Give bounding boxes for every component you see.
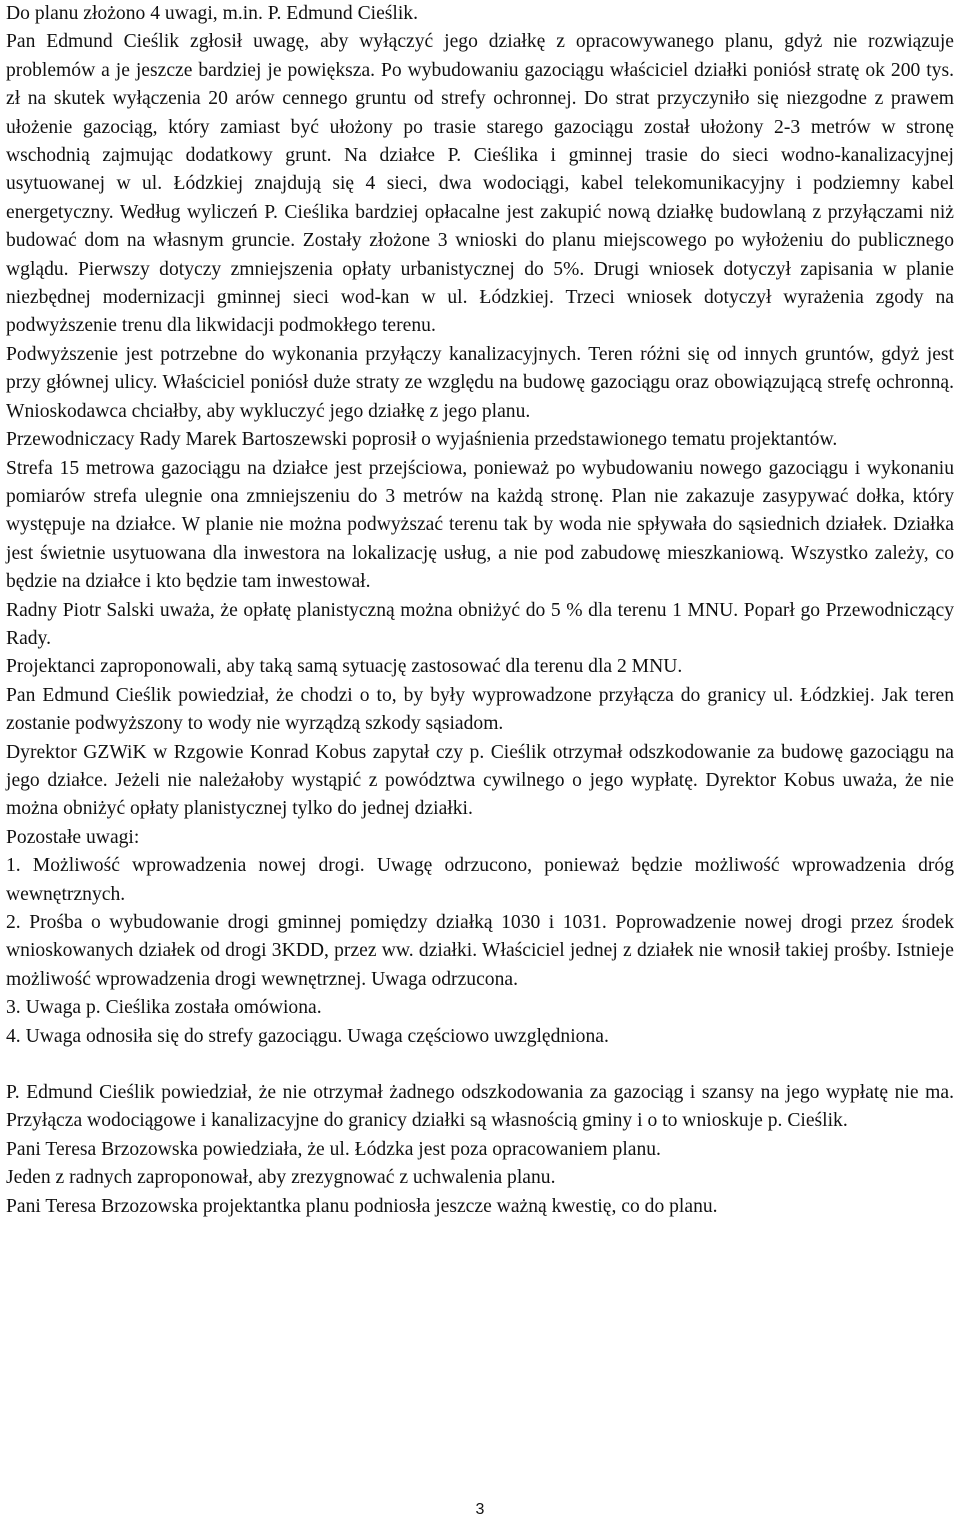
paragraph: Pani Teresa Brzozowska powiedziała, że ul. Łódzka jest poza opracowaniem planu. (6, 1138, 661, 1160)
paragraph: Podwyższenie jest potrzebne do wykonania przyłączy kanalizacyjnych. Teren różni się od innych gruntów, gdyż jest przy głównej ulicy. Właściciel poniósł duże straty ze względu na budowę gazociągu oraz obowiązującą strefę ochronną. Wnioskodawca chciałby, aby wykluczyć jego działkę z jego planu. (6, 343, 954, 422)
document-body-part-1 (6, 0, 954, 1051)
blank-line (6, 1051, 954, 1079)
paragraph: Dyrektor GZWiK w Rzgowie Konrad Kobus zapytał czy p. Cieślik otrzymał odszkodowanie za budowę gazociągu na jego działce. Jeżeli nie należałoby wystąpić z powództwa cywilnego o jego wypłatę. Dyrektor Kobus uważa, że nie można obniżyć opłaty planistycznej tylko do jednej działki. (6, 741, 954, 820)
paragraph: Pan Edmund Cieślik zgłosił uwagę, aby wyłączyć jego działkę z opracowywanego planu, gdyż nie rozwiązuje problemów a je jeszcze bardziej je powiększa. Po wybudowaniu gazociągu właściciel działki poniósł stratę ok 200 tys. zł na skutek wyłączenia 20 arów cennego gruntu od strefy ochronnej. Do strat przyczyniło się niezgodne z prawem ułożenie gazociąg, który zamiast być ułożony po trasie starego gazociągu został ułożony 2-3 metrów w stronę wschodnią zajmując dodatkowy grunt. Na działce P. Cieślika i gminnej trasie do sieci wodno-kanalizacyjnej usytuowanej w ul. Łódzkiej znajdują się 4 sieci, dwa wodociągi, kabel telekomunikacyjny i podziemny kabel energetyczny. Według wyliczeń P. Cieślika bardziej opłacalne jest zakupić nową działkę budowlaną z przyłączami niż budować dom na własnym gruncie. Zostały złożone 3 wnioski do planu miejscowego po wyłożeniu do publicznego wglądu. Pierwszy dotyczy zmniejszenia opłaty urbanistycznej do 5%. Drugi wniosek dotyczył zapisania w planie niezbędnej modernizacji gminnej sieci wod-kan w ul. Łódzkiej. Trzeci wniosek dotyczył wyrażenia zgody na podwyższenie trenu dla likwidacji podmokłego terenu. (6, 31, 954, 337)
paragraph: Przewodniczacy Rady Marek Bartoszewski poprosił o wyjaśnienia przedstawionego tematu projektantów. (6, 429, 838, 451)
page-number: 3 (475, 1501, 485, 1518)
paragraph: Strefa 15 metrowa gazociągu na działce jest przejściowa, ponieważ po wybudowaniu nowego gazociągu i wykonaniu pomiarów strefa ulegnie ona zmniejszeniu do 3 metrów na każdą stronę. Plan nie zakazuje zasypywać dołka, który występuje na działce. W planie nie można podwyższać terenu tak by woda nie spływała do sąsiednich działek. Działka jest świetnie usytuowana dla inwestora na lokalizację usług, a nie pod zabudowę mieszkaniową. Wszystko zależy, co będzie na działce i kto będzie tam inwestował. (6, 457, 954, 593)
list-item: 4. Uwaga odnosiła się do strefy gazociągu. Uwaga częściowo uwzględniona. (6, 1025, 609, 1047)
section-heading: Pozostałe uwagi: (6, 826, 140, 848)
document-page (6, 0, 954, 1221)
paragraph: P. Edmund Cieślik powiedział, że nie otrzymał żadnego odszkodowania za gazociąg i szansy na jego wypłatę nie ma. Przyłącza wodociągowe i kanalizacyjne do granicy działki są własnością gminy i o to wnioskuje p. Cieślik. (6, 1082, 954, 1132)
paragraph: Radny Piotr Salski uważa, że opłatę planistyczną można obniżyć do 5 % dla terenu 1 MNU. Poparł go Przewodniczący Rady. (6, 599, 954, 649)
list-item: 3. Uwaga p. Cieślika została omówiona. (6, 997, 322, 1019)
list-item: 2. Prośba o wybudowanie drogi gminnej pomiędzy działką 1030 i 1031. Poprowadzenie nowej drogi przez środek wnioskowanych działek od drogi 3KDD, przez ww. działki. Właściciel jednej z działek nie wnosił takiej prośby. Istnieje możliwość wprowadzenia drogi wewnętrznej. Uwaga odrzucona. (6, 912, 954, 990)
paragraph: Do planu złożono 4 uwagi, m.in. P. Edmund Cieślik. (6, 3, 418, 24)
paragraph: Projektanci zaproponowali, aby taką samą sytuację zastosować dla terenu dla 2 MNU. (6, 656, 683, 678)
document-body-part-2 (6, 1079, 954, 1221)
list-item: 1. Możliwość wprowadzenia nowej drogi. Uwagę odrzucono, ponieważ będzie możliwość wprowadzenia dróg wewnętrznych. (6, 855, 954, 905)
paragraph: Pan Edmund Cieślik powiedział, że chodzi o to, by były wyprowadzone przyłącza do granicy ul. Łódzkiej. Jak teren zostanie podwyższony to wody nie wyrządzą szkody sąsiadom. (6, 684, 954, 735)
paragraph: Pani Teresa Brzozowska projektantka planu podniosła jeszcze ważną kwestię, co do planu. (6, 1195, 718, 1217)
paragraph: Jeden z radnych zaproponował, aby zrezygnować z uchwalenia planu. (6, 1167, 556, 1189)
